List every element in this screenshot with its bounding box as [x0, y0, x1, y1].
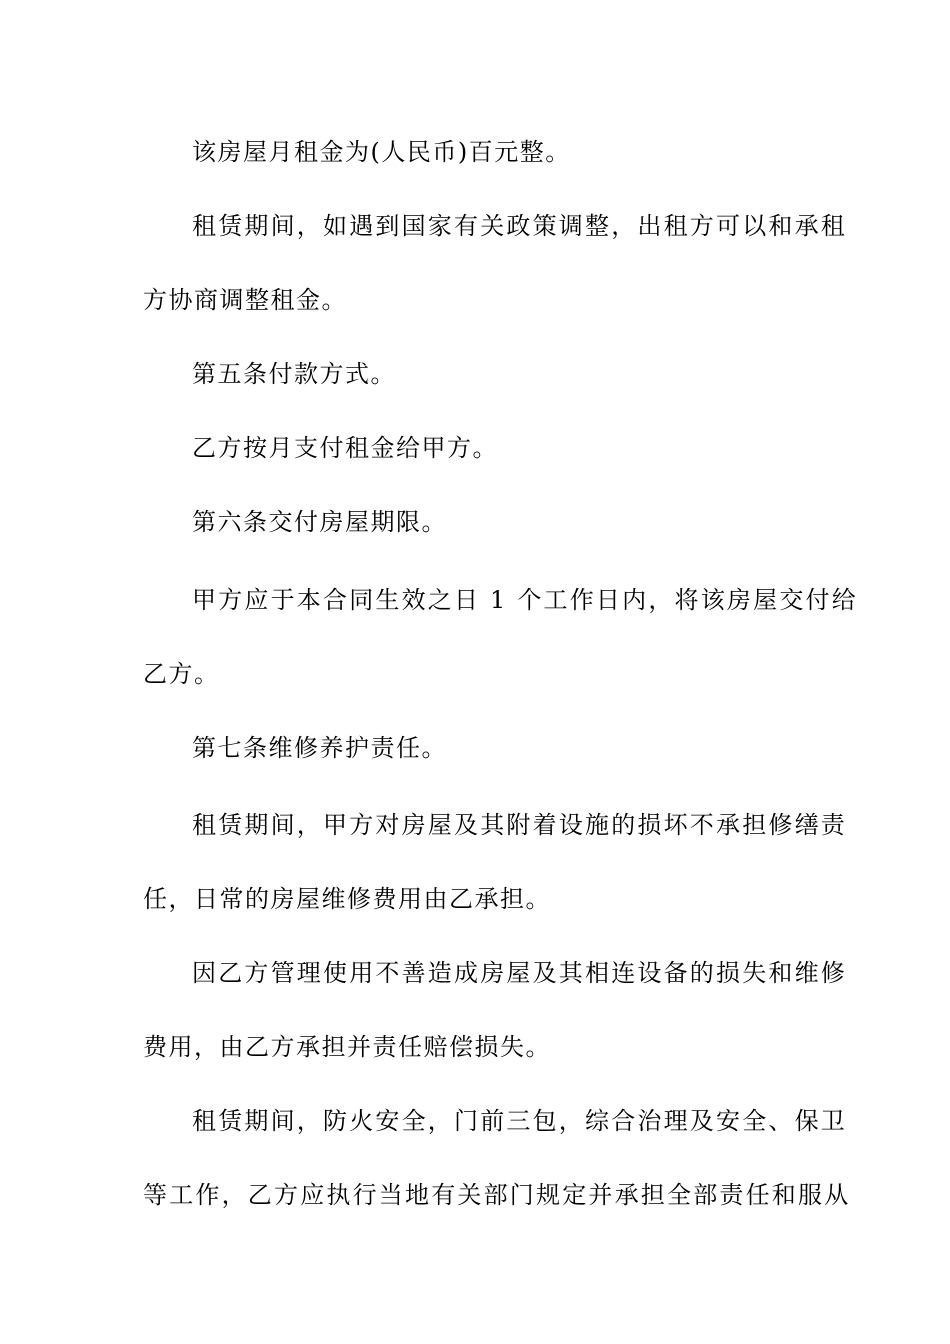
paragraph-line: 租赁期间，防火安全，门前三包，综合治理及安全、保卫 [192, 1107, 847, 1135]
section-heading: 第六条交付房屋期限。 [192, 508, 447, 536]
paragraph-line: 该房屋月租金为(人民币)百元整。 [192, 138, 571, 166]
paragraph-line: 方协商调整租金。 [143, 286, 347, 314]
paragraph-line: 甲方应于本合同生效之日 1 个工作日内，将该房屋交付给 [192, 586, 858, 614]
paragraph-line: 因乙方管理使用不善造成房屋及其相连设备的损失和维修 [192, 959, 847, 987]
paragraph-line: 费用，由乙方承担并责任赔偿损失。 [143, 1033, 551, 1061]
paragraph-line: 租赁期间，如遇到国家有关政策调整，出租方可以和承租 [192, 212, 847, 240]
section-heading: 第五条付款方式。 [192, 360, 396, 388]
paragraph-line: 任，日常的房屋维修费用由乙承担。 [143, 885, 551, 913]
paragraph-line: 租赁期间，甲方对房屋及其附着设施的损坏不承担修缮责 [192, 811, 847, 839]
paragraph-line: 乙方按月支付租金给甲方。 [192, 434, 498, 462]
paragraph-line: 乙方。 [143, 660, 220, 688]
section-heading: 第七条维修养护责任。 [192, 734, 447, 762]
paragraph-line: 等工作，乙方应执行当地有关部门规定并承担全部责任和服从 [143, 1181, 851, 1209]
